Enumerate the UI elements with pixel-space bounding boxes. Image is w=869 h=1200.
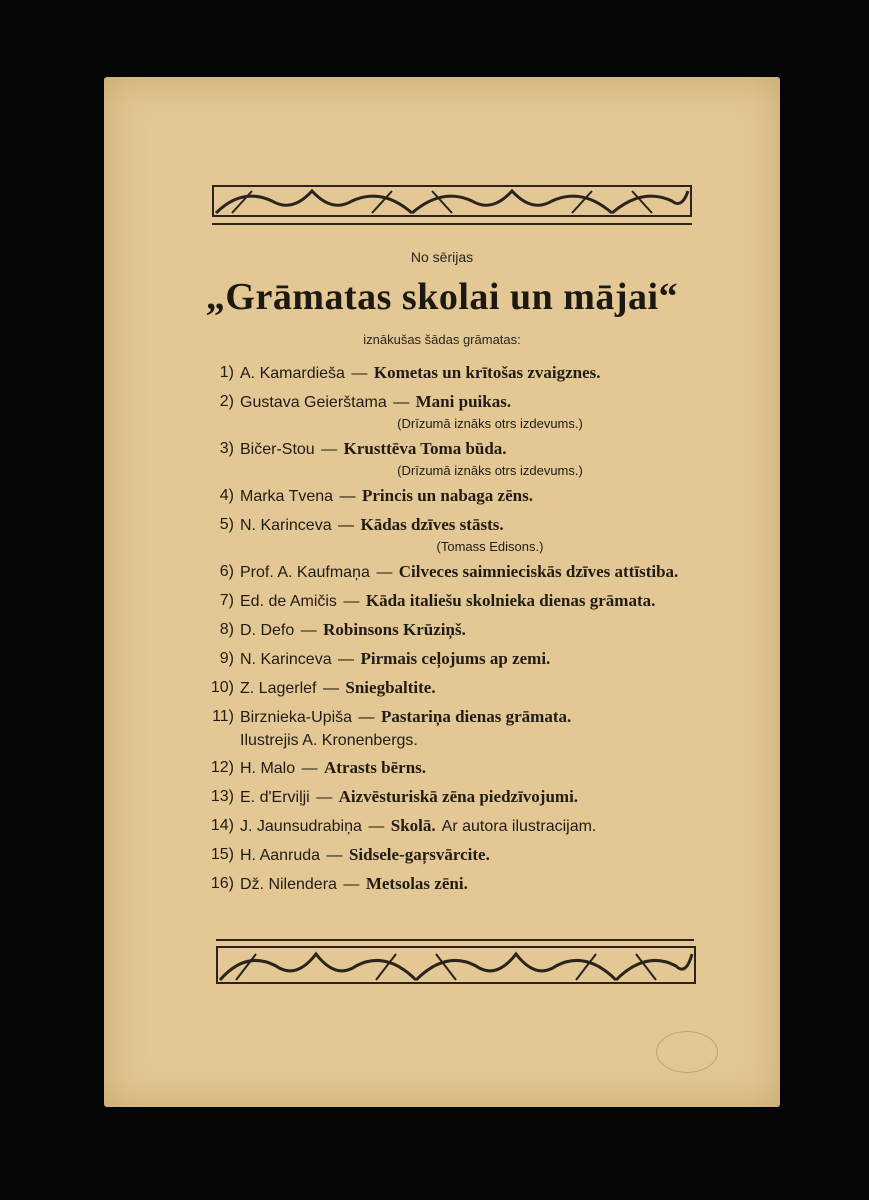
book-title: Mani puikas. [415, 392, 512, 411]
book-separator: — [343, 876, 360, 893]
book-separator: — [358, 709, 375, 726]
book-title: Aizvēsturiskā zēna piedzīvojumi. [338, 787, 579, 806]
book-title: Kādas dzīves stāsts. [360, 515, 504, 534]
book-author: Gustava Geierštama [240, 394, 387, 411]
book-list-item [212, 785, 700, 810]
book-separator: — [393, 394, 410, 411]
book-list-item [212, 361, 700, 386]
book-title: Princis un nabaga zēns. [361, 486, 533, 505]
book-number: 10) [210, 679, 234, 696]
book-edition-note: (Drīzumā iznāks otrs izdevums.) [397, 463, 583, 478]
book-list-item [212, 437, 700, 480]
book-separator: — [368, 818, 385, 835]
book-author: Marka Tvena [240, 488, 334, 505]
book-separator: — [300, 622, 317, 639]
book-list-item [212, 647, 700, 672]
book-extra-note: Ar autora ilustracijam. [441, 818, 597, 835]
book-list-item [212, 756, 700, 781]
book-author: J. Jaunsudrabiņa [240, 818, 362, 835]
book-list-item [212, 843, 700, 868]
book-number: 9) [219, 650, 234, 667]
book-author: H. Malo [240, 760, 296, 777]
book-title: Metsolas zēni. [365, 874, 468, 893]
book-number: 14) [210, 817, 234, 834]
book-title: Pastariņa dienas grāmata. [380, 707, 572, 726]
book-separator: — [338, 517, 355, 534]
book-separator: — [301, 760, 318, 777]
book-separator: — [343, 593, 360, 610]
book-number: 15) [210, 846, 234, 863]
book-author: Birznieka-Upiša [240, 709, 353, 726]
book-separator: — [338, 651, 355, 668]
book-separator: — [322, 680, 339, 697]
book-number: 4) [219, 487, 234, 504]
book-number: 2) [219, 393, 234, 410]
book-number: 12) [210, 759, 234, 776]
book-separator: — [351, 365, 368, 382]
book-edition-note: (Drīzumā iznāks otrs izdevums.) [397, 416, 583, 431]
book-author: E. d'Erviļji [240, 789, 310, 806]
book-separator: — [316, 789, 333, 806]
book-title: Skolā. [390, 816, 436, 835]
book-title: Pirmais ceļojums ap zemi. [360, 649, 551, 668]
book-edition-note: (Tomass Edisons.) [436, 539, 544, 554]
pencil-mark [656, 1031, 718, 1073]
book-separator: — [376, 564, 393, 581]
top-rule [212, 223, 692, 225]
book-author: N. Karinceva [240, 651, 332, 668]
book-number: 7) [219, 592, 234, 609]
book-list-item [212, 814, 700, 839]
book-title: Krusttēva Toma būda. [343, 439, 507, 458]
book-number: 3) [219, 440, 234, 457]
book-list-item [212, 705, 700, 752]
book-author: Dž. Nilendera [240, 876, 337, 893]
series-subtitle: iznākušas šādas grāmatas: [363, 332, 521, 347]
book-author: N. Karinceva [240, 517, 332, 534]
book-author: D. Defo [240, 622, 295, 639]
book-list-item [212, 872, 700, 897]
book-title: Sidsele-gaŗsvārcite. [348, 845, 490, 864]
book-title: Robinsons Krūziņš. [323, 620, 466, 639]
book-list-item [212, 589, 700, 614]
book-back-cover [104, 77, 780, 1107]
book-illustrator: Ilustrejis A. Kronenbergs. [240, 732, 418, 749]
book-number: 8) [219, 621, 234, 638]
series-title: „Grāmatas skolai un mājai“ [205, 276, 679, 318]
book-list-item [212, 513, 700, 556]
top-ornament [212, 185, 692, 225]
book-number: 6) [219, 563, 234, 580]
book-separator: — [339, 488, 356, 505]
book-author: Z. Lagerlef [240, 680, 317, 697]
book-title: Atrasts bērns. [324, 758, 427, 777]
series-intro: No sērijas [410, 249, 474, 265]
book-number: 11) [212, 708, 234, 725]
book-author: A. Kamardieša [240, 365, 345, 382]
bottom-rule [216, 939, 694, 941]
book-number: 13) [210, 788, 234, 805]
book-number: 16) [210, 875, 234, 892]
book-number: 1) [219, 364, 234, 381]
book-list [212, 361, 700, 901]
book-author: Bičer-Stou [240, 441, 315, 458]
book-list-item [212, 676, 700, 701]
book-number: 5) [219, 516, 234, 533]
book-separator: — [326, 847, 343, 864]
book-title: Kometas un krītošas zvaigznes. [373, 363, 601, 382]
bottom-ornament [216, 946, 696, 986]
book-list-item [212, 390, 700, 433]
book-author: H. Aanruda [240, 847, 321, 864]
book-list-item [212, 618, 700, 643]
book-title: Kāda italiešu skolnieka dienas grāmata. [365, 591, 656, 610]
book-title: Cilveces saimnieciskās dzīves attīstiba. [398, 562, 679, 581]
book-author: Prof. A. Kaufmaņa [240, 564, 370, 581]
book-separator: — [321, 441, 338, 458]
book-title: Sniegbaltite. [345, 678, 436, 697]
book-author: Ed. de Amičis [240, 593, 337, 610]
book-list-item [212, 560, 700, 585]
book-list-item [212, 484, 700, 509]
